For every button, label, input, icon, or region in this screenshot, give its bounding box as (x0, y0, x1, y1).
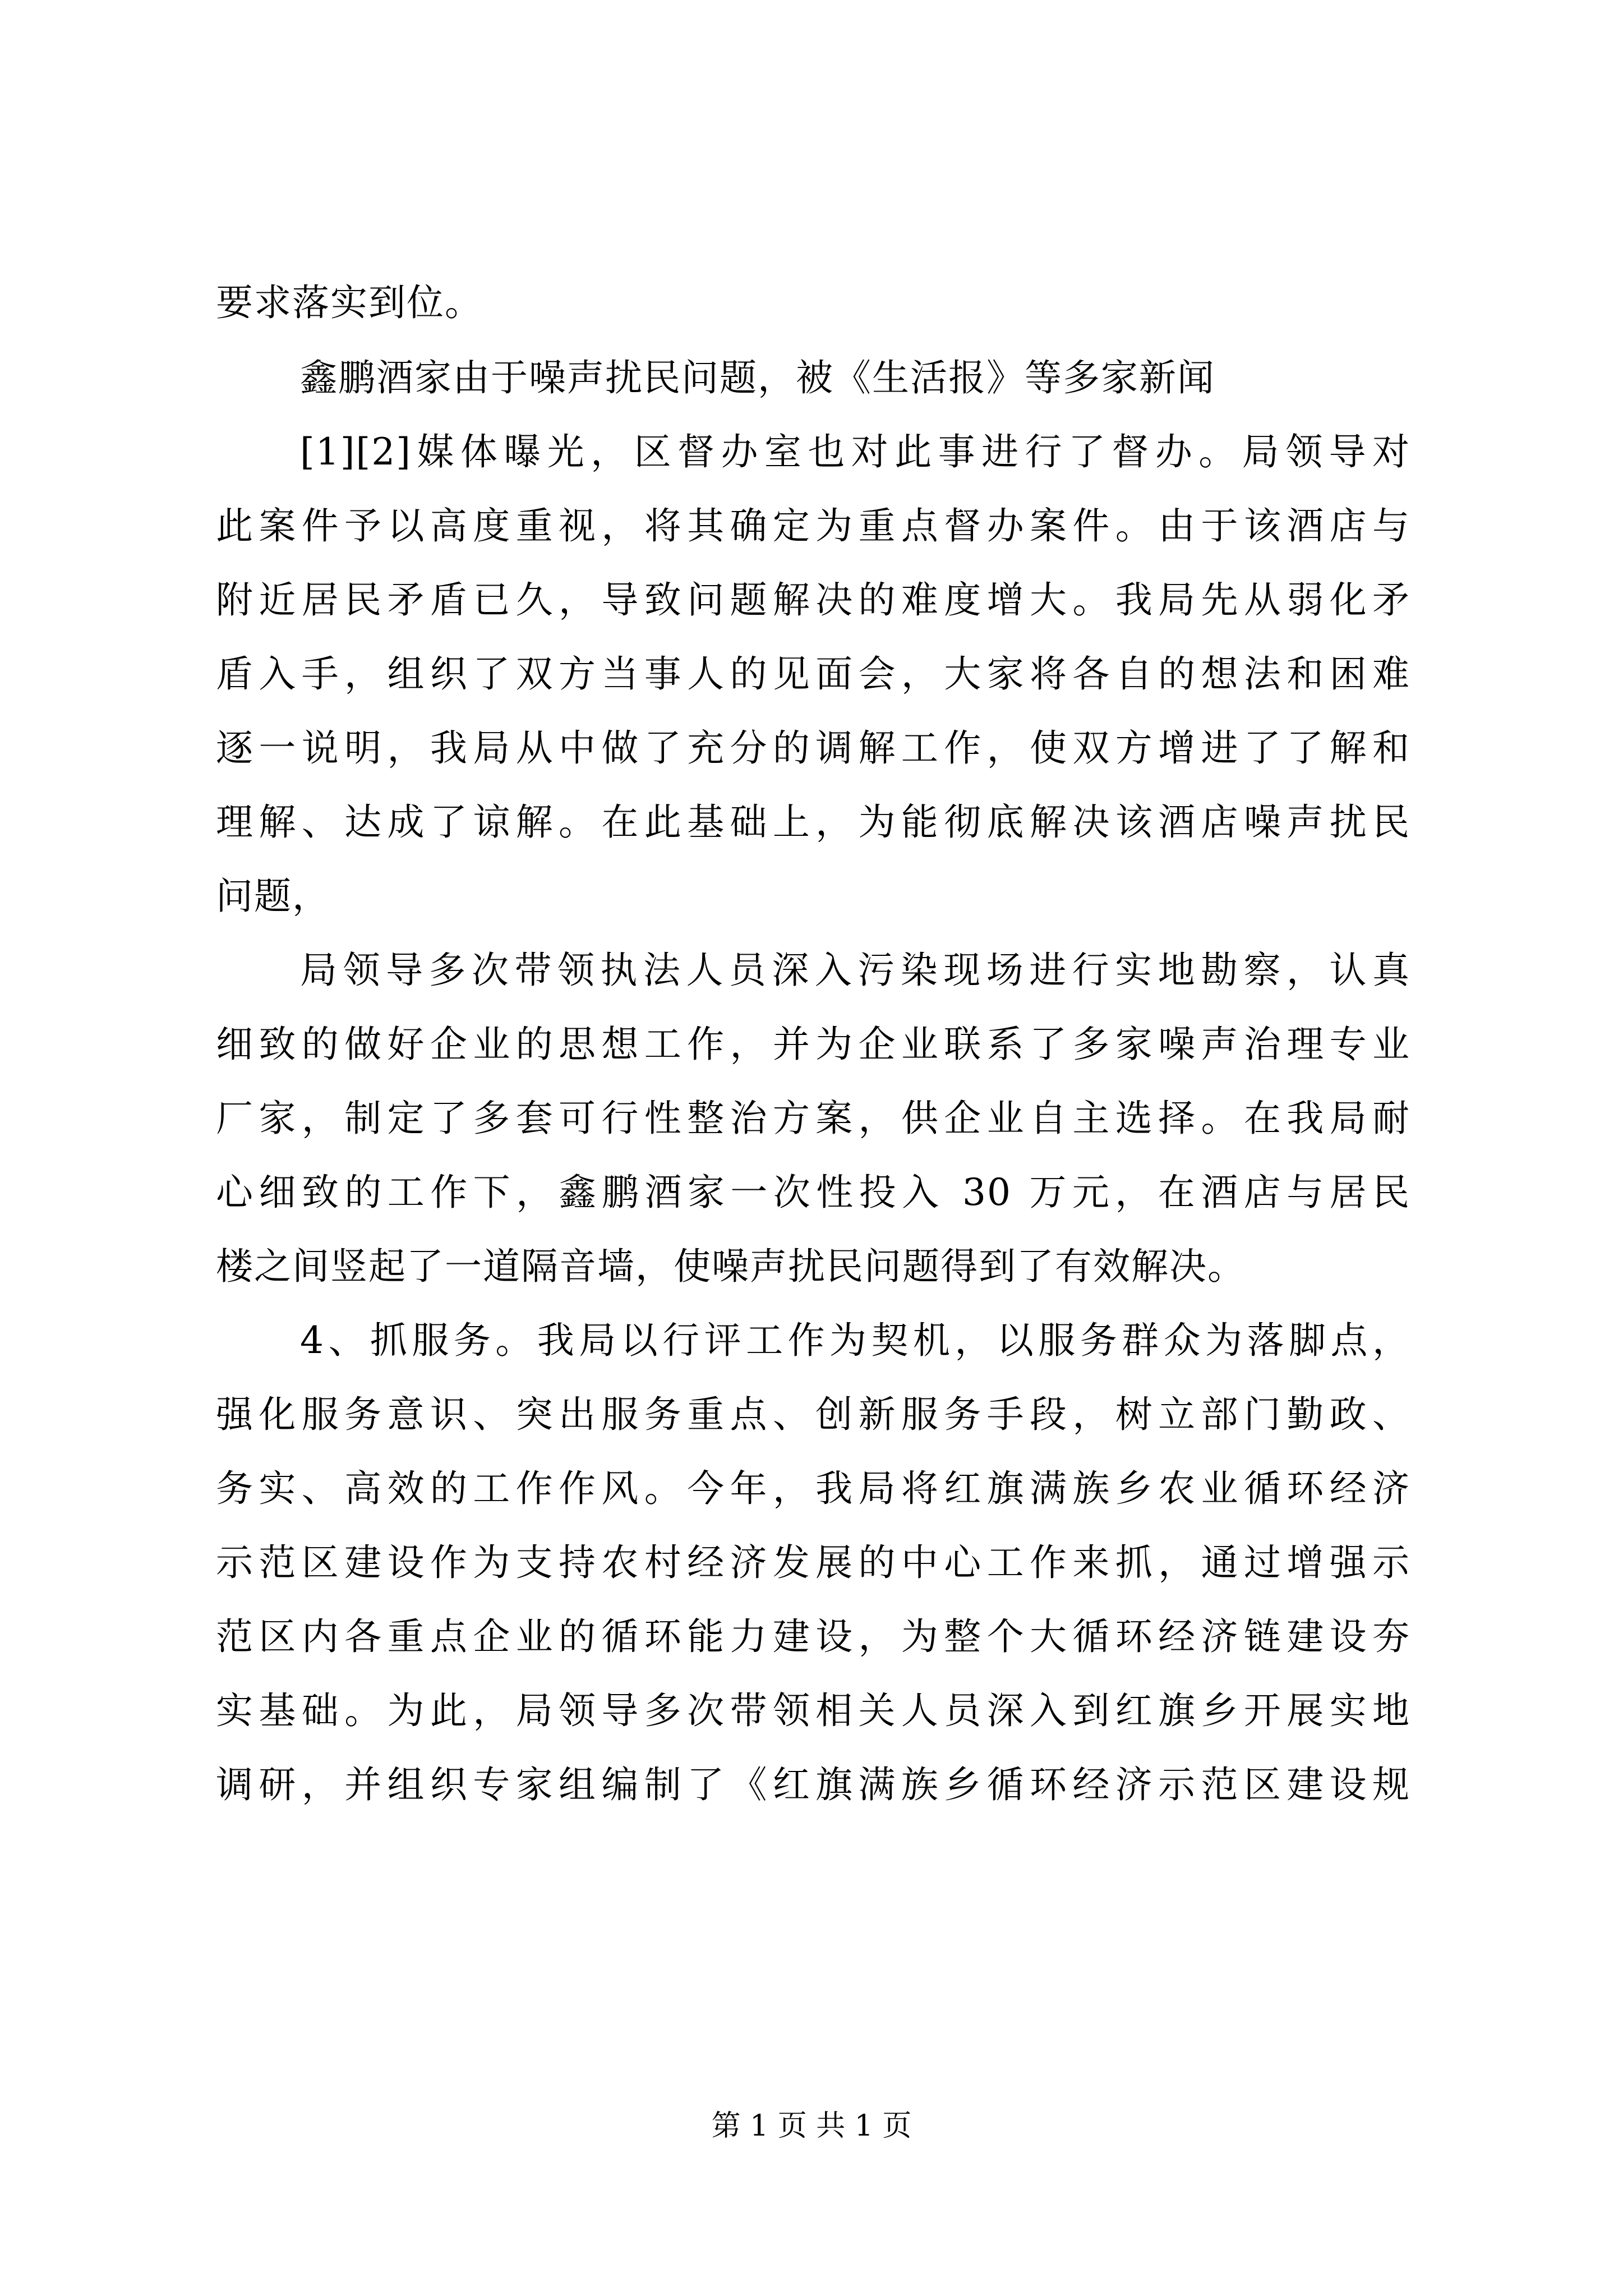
paragraph-start-line: 局领导多次带领执法人员深入污染现场进行实地勘察，认真 (300, 949, 1410, 992)
text-line: 盾入手，组织了双方当事人的见面会，大家将各自的想法和困难 (216, 652, 1410, 696)
text-line: 逐一说明，我局从中做了充分的调解工作，使双方增进了了解和 (216, 726, 1410, 770)
paragraph-start-line: 4、抓服务。我局以行评工作为契机，以服务群众为落脚点， (300, 1319, 1410, 1362)
page-footer: 第 1 页 共 1 页 (711, 2109, 912, 2143)
text-line: 楼之间竖起了一道隔音墙，使噪声扰民问题得到了有效解决。 (216, 1245, 1246, 1288)
text-line: 实基础。为此，局领导多次带领相关人员深入到红旗乡开展实地 (216, 1689, 1410, 1732)
text-line: 理解、达成了谅解。在此基础上，为能彻底解决该酒店噪声扰民 (216, 800, 1410, 844)
paragraph-start-line: 鑫鹏酒家由于噪声扰民问题，被《生活报》等多家新闻 (300, 356, 1215, 399)
text-line: 要求落实到位。 (216, 281, 483, 324)
text-line: 细致的做好企业的思想工作，并为企业联系了多家噪声治理专业 (216, 1023, 1410, 1066)
text-line: 厂家，制定了多套可行性整治方案，供企业自主选择。在我局耐 (216, 1097, 1410, 1140)
text-line: 心细致的工作下，鑫鹏酒家一次性投入 30 万元，在酒店与居民 (216, 1171, 1410, 1214)
text-line: 示范区建设作为支持农村经济发展的中心工作来抓，通过增强示 (216, 1541, 1410, 1584)
text-line: 务实、高效的工作作风。今年，我局将红旗满族乡农业循环经济 (216, 1467, 1410, 1510)
text-line: [1][2]媒体曝光，区督办室也对此事进行了督办。局领导对 (300, 430, 1410, 473)
text-line: 范区内各重点企业的循环能力建设，为整个大循环经济链建设夯 (216, 1615, 1410, 1658)
text-line: 调研，并组织专家组编制了《红旗满族乡循环经济示范区建设规 (216, 1763, 1410, 1806)
text-line: 附近居民矛盾已久，导致问题解决的难度增大。我局先从弱化矛 (216, 578, 1410, 622)
text-line: 此案件予以高度重视，将其确定为重点督办案件。由于该酒店与 (216, 504, 1410, 547)
text-line: 强化服务意识、突出服务重点、创新服务手段，树立部门勤政、 (216, 1393, 1410, 1436)
text-line: 问题， (216, 875, 330, 918)
